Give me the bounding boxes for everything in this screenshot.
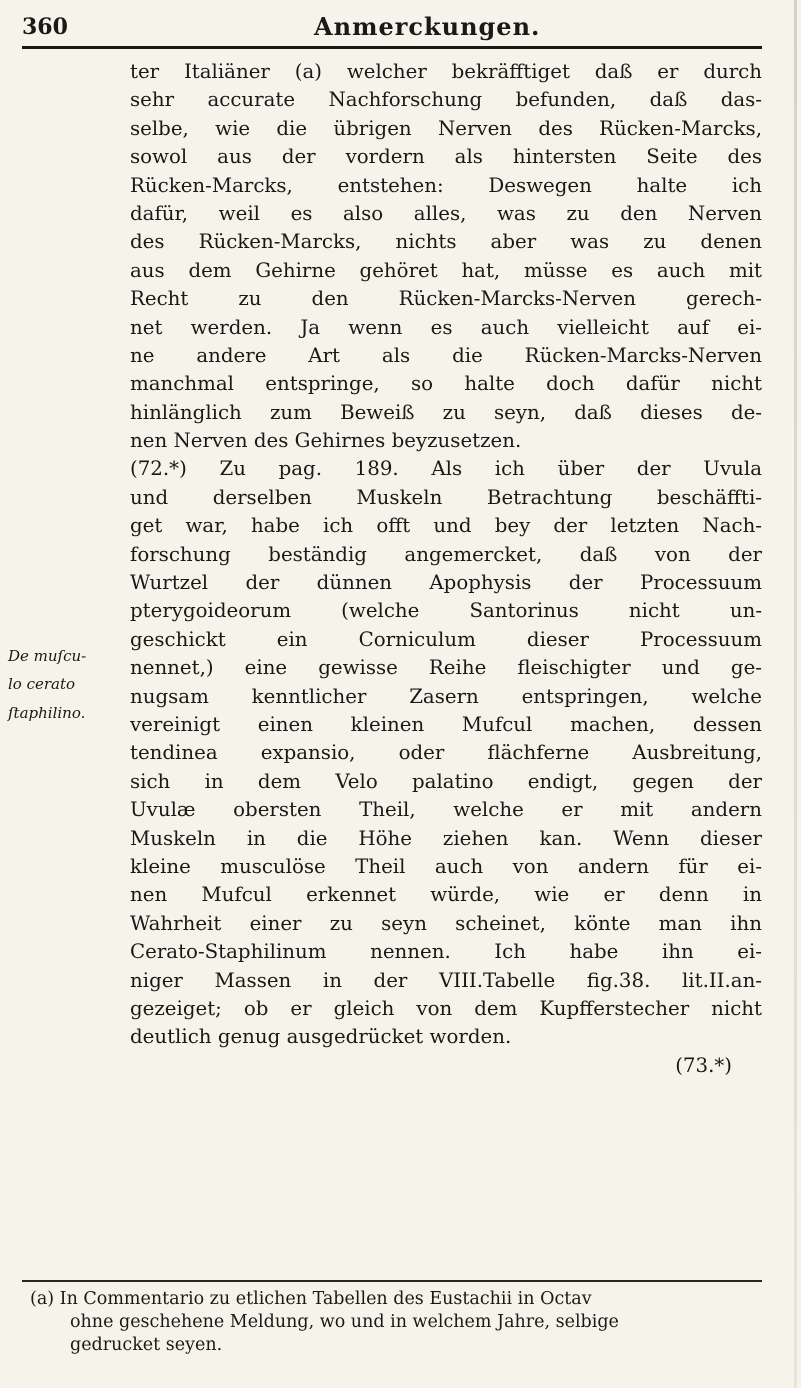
text-line: manchmal entspringe, so halte doch dafür nicht — [130, 372, 762, 396]
text-line: Wahrheit einer zu seyn scheinet, könte man ihn — [130, 911, 762, 935]
text-line: ne andere Art als die Rücken-Marcks-Nerven — [130, 343, 762, 367]
text-line: sehr accurate Nachforschung befunden, daß das- — [130, 88, 762, 112]
header-rule — [22, 46, 762, 49]
footnote-rule — [22, 1280, 762, 1282]
footnote-line: ohne geschehene Meldung, wo und in welchem Jahre, selbige — [70, 1312, 619, 1332]
footnote — [30, 1288, 760, 1357]
margin-note — [8, 642, 126, 727]
text-line: Cerato-Staphilinum nennen. Ich habe ihn ei- — [130, 940, 762, 964]
text-line: net werden. Ja wenn es auch vielleicht auf ei- — [130, 315, 762, 339]
body-text — [130, 58, 762, 1080]
text-line: gezeiget; ob er gleich von dem Kupfferstecher nicht — [130, 996, 762, 1020]
text-line: sowol aus der vordern als hintersten Seite des — [130, 145, 762, 169]
text-line: geschickt ein Corniculum dieser Processuum — [130, 627, 762, 651]
text-line: tendinea expansio, oder flächferne Ausbreitung, — [130, 741, 762, 765]
text-line: forschung beständig angemercket, daß von der — [130, 542, 762, 566]
running-title: Anmerckungen. — [314, 12, 541, 41]
text-line: Muskeln in die Höhe ziehen kan. Wenn dieser — [130, 826, 762, 850]
text-line: nugsam kenntlicher Zasern entspringen, welche — [130, 684, 762, 708]
text-line: Rücken-Marcks, entstehen: Deswegen halte ich — [130, 173, 762, 197]
text-line: vereinigt einen kleinen Mufcul machen, dessen — [130, 712, 762, 736]
text-line: Uvulæ obersten Theil, welche er mit andern — [130, 798, 762, 822]
text-line: selbe, wie die übrigen Nerven des Rücken-Marcks, — [130, 116, 762, 140]
text-line: get war, habe ich offt und bey der letzten Nach- — [130, 514, 762, 538]
text-line: (72.*) Zu pag. 189. Als ich über der Uvula — [130, 457, 762, 481]
text-line: niger Massen in der VIII.Tabelle fig.38. lit.II.an- — [130, 968, 762, 992]
margin-note-line: ſtaphilino. — [8, 703, 86, 722]
text-line: hinlänglich zum Beweiß zu seyn, daß dieses de- — [130, 400, 762, 424]
text-line: Recht zu den Rücken-Marcks-Nerven gerech- — [130, 287, 762, 311]
text-line: sich in dem Velo palatino endigt, gegen der — [130, 769, 762, 793]
footnote-line: (a) In Commentario zu etlichen Tabellen des Eustachii in Octav — [30, 1289, 592, 1309]
page-edge — [794, 0, 797, 1388]
catchword: (73.*) — [675, 1053, 732, 1077]
margin-note-line: lo cerato — [8, 675, 76, 694]
text-line: nen Mufcul erkennet würde, wie er denn in — [130, 883, 762, 907]
footnote-line: gedrucket seyen. — [70, 1335, 223, 1355]
text-line: dafür, weil es also alles, was zu den Nerven — [130, 201, 762, 225]
page-header — [22, 8, 762, 48]
text-line: nennet,) eine gewisse Reihe fleischigter und ge- — [130, 656, 762, 680]
text-line: des Rücken-Marcks, nichts aber was zu denen — [130, 230, 762, 254]
text-line: ter Italiäner (a) welcher bekräfftiget daß er durch — [130, 60, 762, 83]
text-line: und derselben Muskeln Betrachtung beschäffti- — [130, 485, 762, 509]
text-line: aus dem Gehirne gehöret hat, müsse es auch mit — [130, 258, 762, 282]
text-line: deutlich genug ausgedrücket worden. — [130, 1025, 512, 1049]
page-number: 360 — [22, 14, 68, 40]
text-line: Wurtzel der dünnen Apophysis der Processuum — [130, 571, 762, 595]
text-line: kleine musculöse Theil auch von andern für ei- — [130, 854, 762, 878]
margin-note-line: De muſcu- — [8, 647, 87, 665]
text-line: nen Nerven des Gehirnes beyzusetzen. — [130, 429, 522, 453]
text-line: pterygoideorum (welche Santorinus nicht un- — [130, 599, 762, 623]
